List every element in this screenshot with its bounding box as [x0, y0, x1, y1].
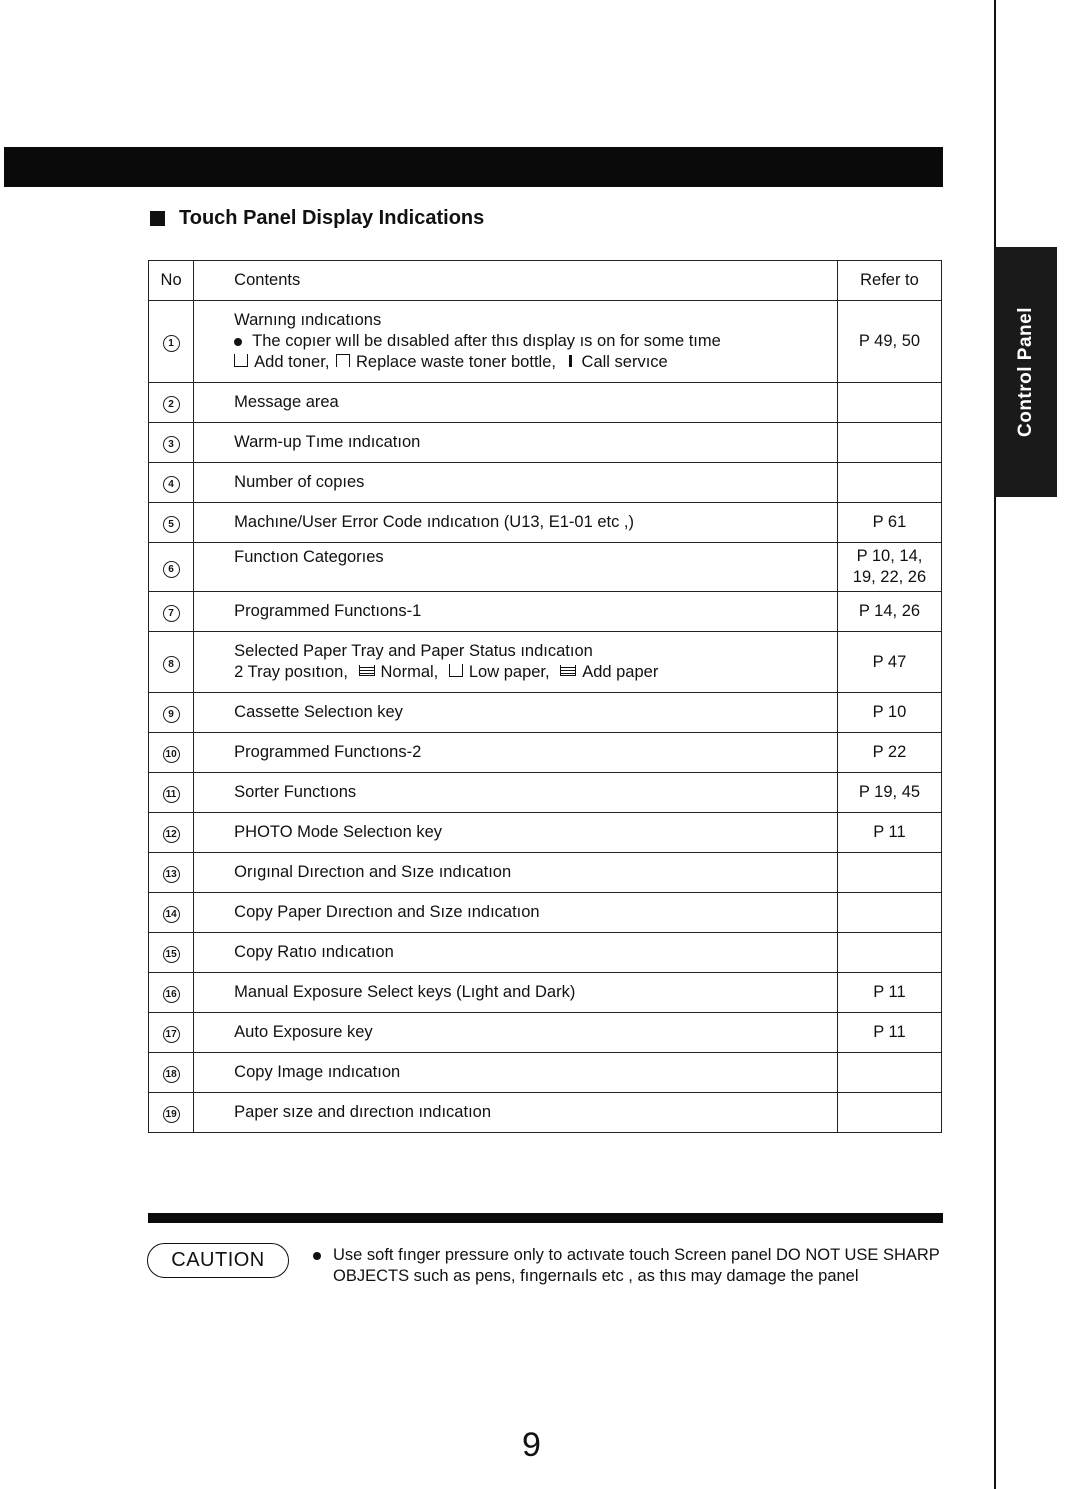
section-heading: [150, 207, 484, 230]
header-no: No: [149, 261, 194, 301]
table-row: [149, 1053, 942, 1093]
row-number: 11: [163, 786, 180, 803]
row-refer: [837, 543, 941, 592]
table-row: [149, 463, 942, 503]
caution-note: [313, 1245, 961, 1287]
table-row: [149, 893, 942, 933]
row-refer: P 11: [837, 973, 941, 1013]
row-number: 8: [163, 656, 180, 673]
row-refer: P 19, 45: [837, 773, 941, 813]
row-refer: [837, 933, 941, 973]
table-row: [149, 543, 942, 592]
row-refer: [837, 893, 941, 933]
row-contents: Paper sıze and dırectıon ındıcatıon: [194, 1093, 838, 1133]
row-refer-line: 19, 22, 26: [852, 568, 927, 586]
row-number: 17: [163, 1026, 180, 1043]
row-number: 12: [163, 826, 180, 843]
row-refer: P 11: [837, 813, 941, 853]
row-contents: Machıne/User Error Code ındıcatıon (U13, E1-01 etc ,): [194, 503, 838, 543]
right-margin-rule: [994, 0, 996, 1489]
row-refer: P 10: [837, 693, 941, 733]
row-number: 16: [163, 986, 180, 1003]
table-row: [149, 773, 942, 813]
table-row: [149, 423, 942, 463]
row-contents: Manual Exposure Select keys (Lıght and Dark): [194, 973, 838, 1013]
row-contents: Programmed Functıons-2: [194, 733, 838, 773]
row-contents: Cassette Selectıon key: [194, 693, 838, 733]
table-row: [149, 301, 942, 383]
low-paper-text: Low paper,: [468, 663, 550, 681]
row-number: 5: [163, 516, 180, 533]
square-bullet-icon: [150, 211, 165, 226]
row-number: 14: [163, 906, 180, 923]
section-title: Touch Panel Display Indications: [179, 207, 485, 229]
row-contents: PHOTO Mode Selectıon key: [194, 813, 838, 853]
header-contents: Contents: [194, 261, 838, 301]
add-paper-text: Add paper: [582, 663, 659, 681]
row-number: 7: [163, 605, 180, 622]
row-contents: Programmed Functıons-1: [194, 592, 838, 632]
row-refer-line: P 10, 14,: [856, 547, 923, 565]
header-bar: [4, 147, 943, 187]
row-number: 10: [163, 746, 180, 763]
call-service-text: Call servıce: [581, 353, 668, 371]
footer-bar: [148, 1213, 943, 1223]
row-refer: [837, 463, 941, 503]
row-refer: P 14, 26: [837, 592, 941, 632]
row-contents: Number of copıes: [194, 463, 838, 503]
row-refer: P 11: [837, 1013, 941, 1053]
row-contents: [194, 632, 838, 693]
row-line: Selected Paper Tray and Paper Status ındıcatıon: [234, 642, 593, 660]
table-row: [149, 383, 942, 423]
row-contents: Sorter Functıons: [194, 773, 838, 813]
row-contents: Auto Exposure key: [194, 1013, 838, 1053]
row-contents: Copy Image ındıcatıon: [194, 1053, 838, 1093]
row-contents: Orıgınal Dırectıon and Sıze ındıcatıon: [194, 853, 838, 893]
header-refer: Refer to: [837, 261, 941, 301]
table-row: [149, 1093, 942, 1133]
page-number: 9: [522, 1426, 541, 1464]
row-contents: Message area: [194, 383, 838, 423]
add-toner-text: Add toner,: [254, 353, 330, 371]
table-row: [149, 1013, 942, 1053]
row-refer: [837, 423, 941, 463]
row-contents: Copy Paper Dırectıon and Sıze ındıcatıon: [194, 893, 838, 933]
call-service-icon: [569, 355, 572, 367]
table-row: [149, 592, 942, 632]
low-paper-icon: [449, 664, 463, 677]
row-number: 15: [163, 946, 180, 963]
row-refer: [837, 1093, 941, 1133]
row-refer: [837, 853, 941, 893]
side-tab: [995, 247, 1057, 497]
bullet-icon: [234, 338, 242, 346]
waste-toner-text: Replace waste toner bottle,: [356, 353, 556, 371]
row-number: 9: [163, 706, 180, 723]
row-number: 6: [163, 561, 180, 578]
table-row: [149, 693, 942, 733]
row-refer: [837, 1053, 941, 1093]
indications-table: [148, 260, 942, 1133]
table-row: [149, 503, 942, 543]
bullet-icon: [313, 1252, 321, 1260]
side-tab-label: Control Panel: [1015, 306, 1037, 438]
row-number: 13: [163, 866, 180, 883]
row-line: The copıer wıll be dısabled after thıs dısplay ıs on for some tıme: [252, 332, 721, 350]
table-row: [149, 933, 942, 973]
row-number: 2: [163, 396, 180, 413]
row-refer: P 61: [837, 503, 941, 543]
row-refer: [837, 383, 941, 423]
row-refer: P 49, 50: [837, 301, 941, 383]
table-row: [149, 733, 942, 773]
table-header-row: [149, 261, 942, 301]
row-number: 19: [163, 1106, 180, 1123]
tray-normal-icon: [359, 665, 375, 676]
tray-position-text: 2 Tray posıtıon,: [234, 663, 348, 681]
caution-text: Use soft fınger pressure only to actıvate touch Screen panel DO NOT USE SHARP OBJECTS such as pens, fıngernaıls etc , as thıs may damage the panel: [333, 1246, 940, 1285]
row-contents: [194, 301, 838, 383]
row-contents: Copy Ratıo ındıcatıon: [194, 933, 838, 973]
table-row: [149, 973, 942, 1013]
row-number: 1: [163, 335, 180, 352]
caution-label: CAUTION: [147, 1243, 289, 1278]
row-refer: P 47: [837, 632, 941, 693]
table-row: [149, 853, 942, 893]
row-number: 3: [163, 436, 180, 453]
row-line: Warnıng ındıcatıons: [234, 311, 382, 329]
row-number: 18: [163, 1066, 180, 1083]
row-refer: P 22: [837, 733, 941, 773]
table-row: [149, 813, 942, 853]
add-paper-icon: [560, 665, 576, 676]
row-contents: Warm-up Tıme ındıcatıon: [194, 423, 838, 463]
row-contents: Functıon Categorıes: [194, 543, 838, 592]
waste-toner-icon: [336, 354, 350, 367]
table-row: [149, 632, 942, 693]
add-toner-icon: [234, 354, 248, 367]
row-number: 4: [163, 476, 180, 493]
normal-text: Normal,: [380, 663, 439, 681]
